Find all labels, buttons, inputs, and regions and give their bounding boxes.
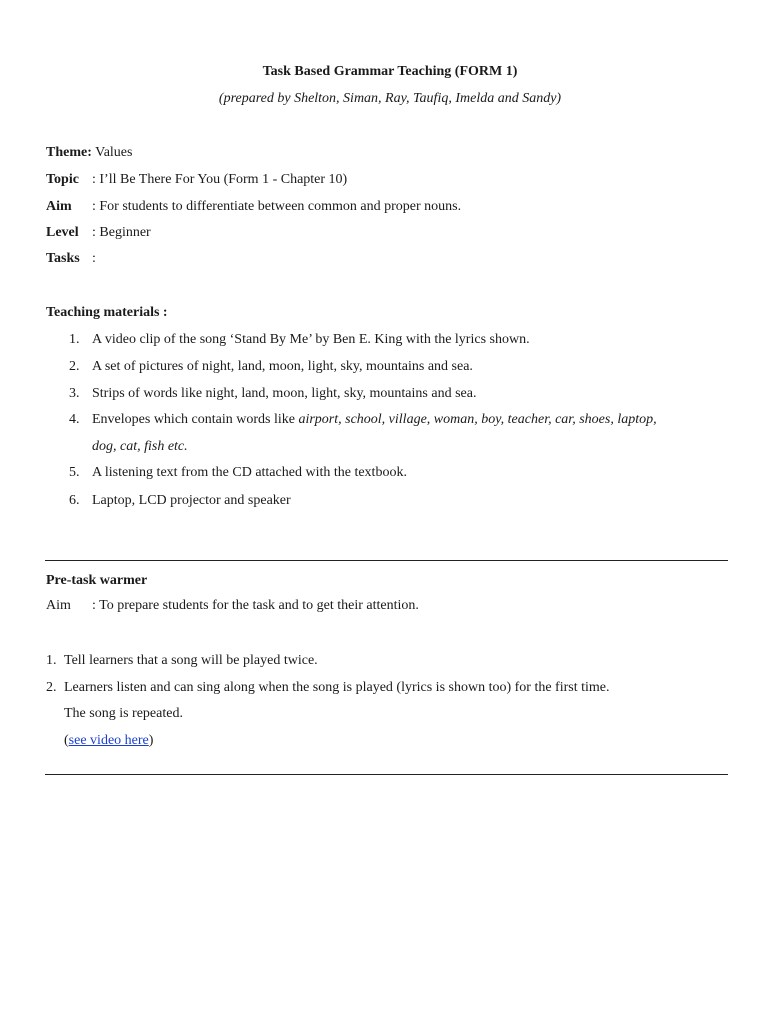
pretask-aim-row [46,598,419,614]
list-item-number: 3. [69,386,80,401]
list-item: A listening text from the CD attached with the textbook. [92,465,407,480]
materials-heading: Teaching materials : [46,305,168,320]
level-label: Level [46,225,79,240]
list-item: Strips of words like night, land, moon, light, sky, mountains and sea. [92,386,477,401]
list-item-number: 5. [69,465,80,480]
step-number: 1. [46,653,57,668]
topic-row [46,172,347,188]
topic-value: : I’ll Be There For You (Form 1 - Chapter 10) [92,172,348,187]
step-number: 2. [46,680,57,695]
list-item-text: Envelopes which contain words like [92,412,299,427]
video-link-line: (see video here) [64,733,154,748]
step-text: Tell learners that a song will be played twice. [64,653,318,668]
pretask-aim-value: : To prepare students for the task and to get their attention. [92,598,419,613]
level-value: : Beginner [92,225,151,240]
tasks-value: : [92,251,96,266]
list-item-number: 4. [69,412,80,427]
list-item-number: 2. [69,359,80,374]
divider [45,774,728,775]
tasks-row [46,251,96,267]
list-item: A set of pictures of night, land, moon, light, sky, mountains and sea. [92,359,473,374]
pretask-aim-label: Aim [46,598,71,613]
list-item: A video clip of the song ‘Stand By Me’ by Ben E. King with the lyrics shown. [92,332,530,347]
topic-label: Topic [46,172,79,187]
see-video-link[interactable]: see video here [68,733,149,748]
list-item-continuation: dog, cat, fish etc. [92,439,188,454]
pretask-heading: Pre-task warmer [46,573,148,588]
document-subtitle: (prepared by Shelton, Siman, Ray, Taufiq, Imelda and Sandy) [218,91,562,106]
theme-value: Values [95,145,133,160]
aim-label: Aim [46,199,72,214]
list-item: Laptop, LCD projector and speaker [92,493,291,508]
list-item-italic-words: airport, school, village, woman, boy, teacher, car, shoes, laptop, [298,412,657,427]
theme-label: Theme: [46,145,92,160]
aim-row [46,199,461,215]
theme-row [46,145,132,161]
list-item-number: 6. [69,493,80,508]
aim-value: : For students to differentiate between common and proper nouns. [92,199,462,214]
tasks-label: Tasks [46,251,80,266]
divider [45,560,728,561]
step-text-continuation: The song is repeated. [64,706,183,721]
list-item-number: 1. [69,332,80,347]
level-row [46,225,151,241]
document-title: Task Based Grammar Teaching (FORM 1) [262,64,518,79]
list-item [92,412,657,428]
step-text: Learners listen and can sing along when the song is played (lyrics is shown too) for the first time. [64,680,610,695]
